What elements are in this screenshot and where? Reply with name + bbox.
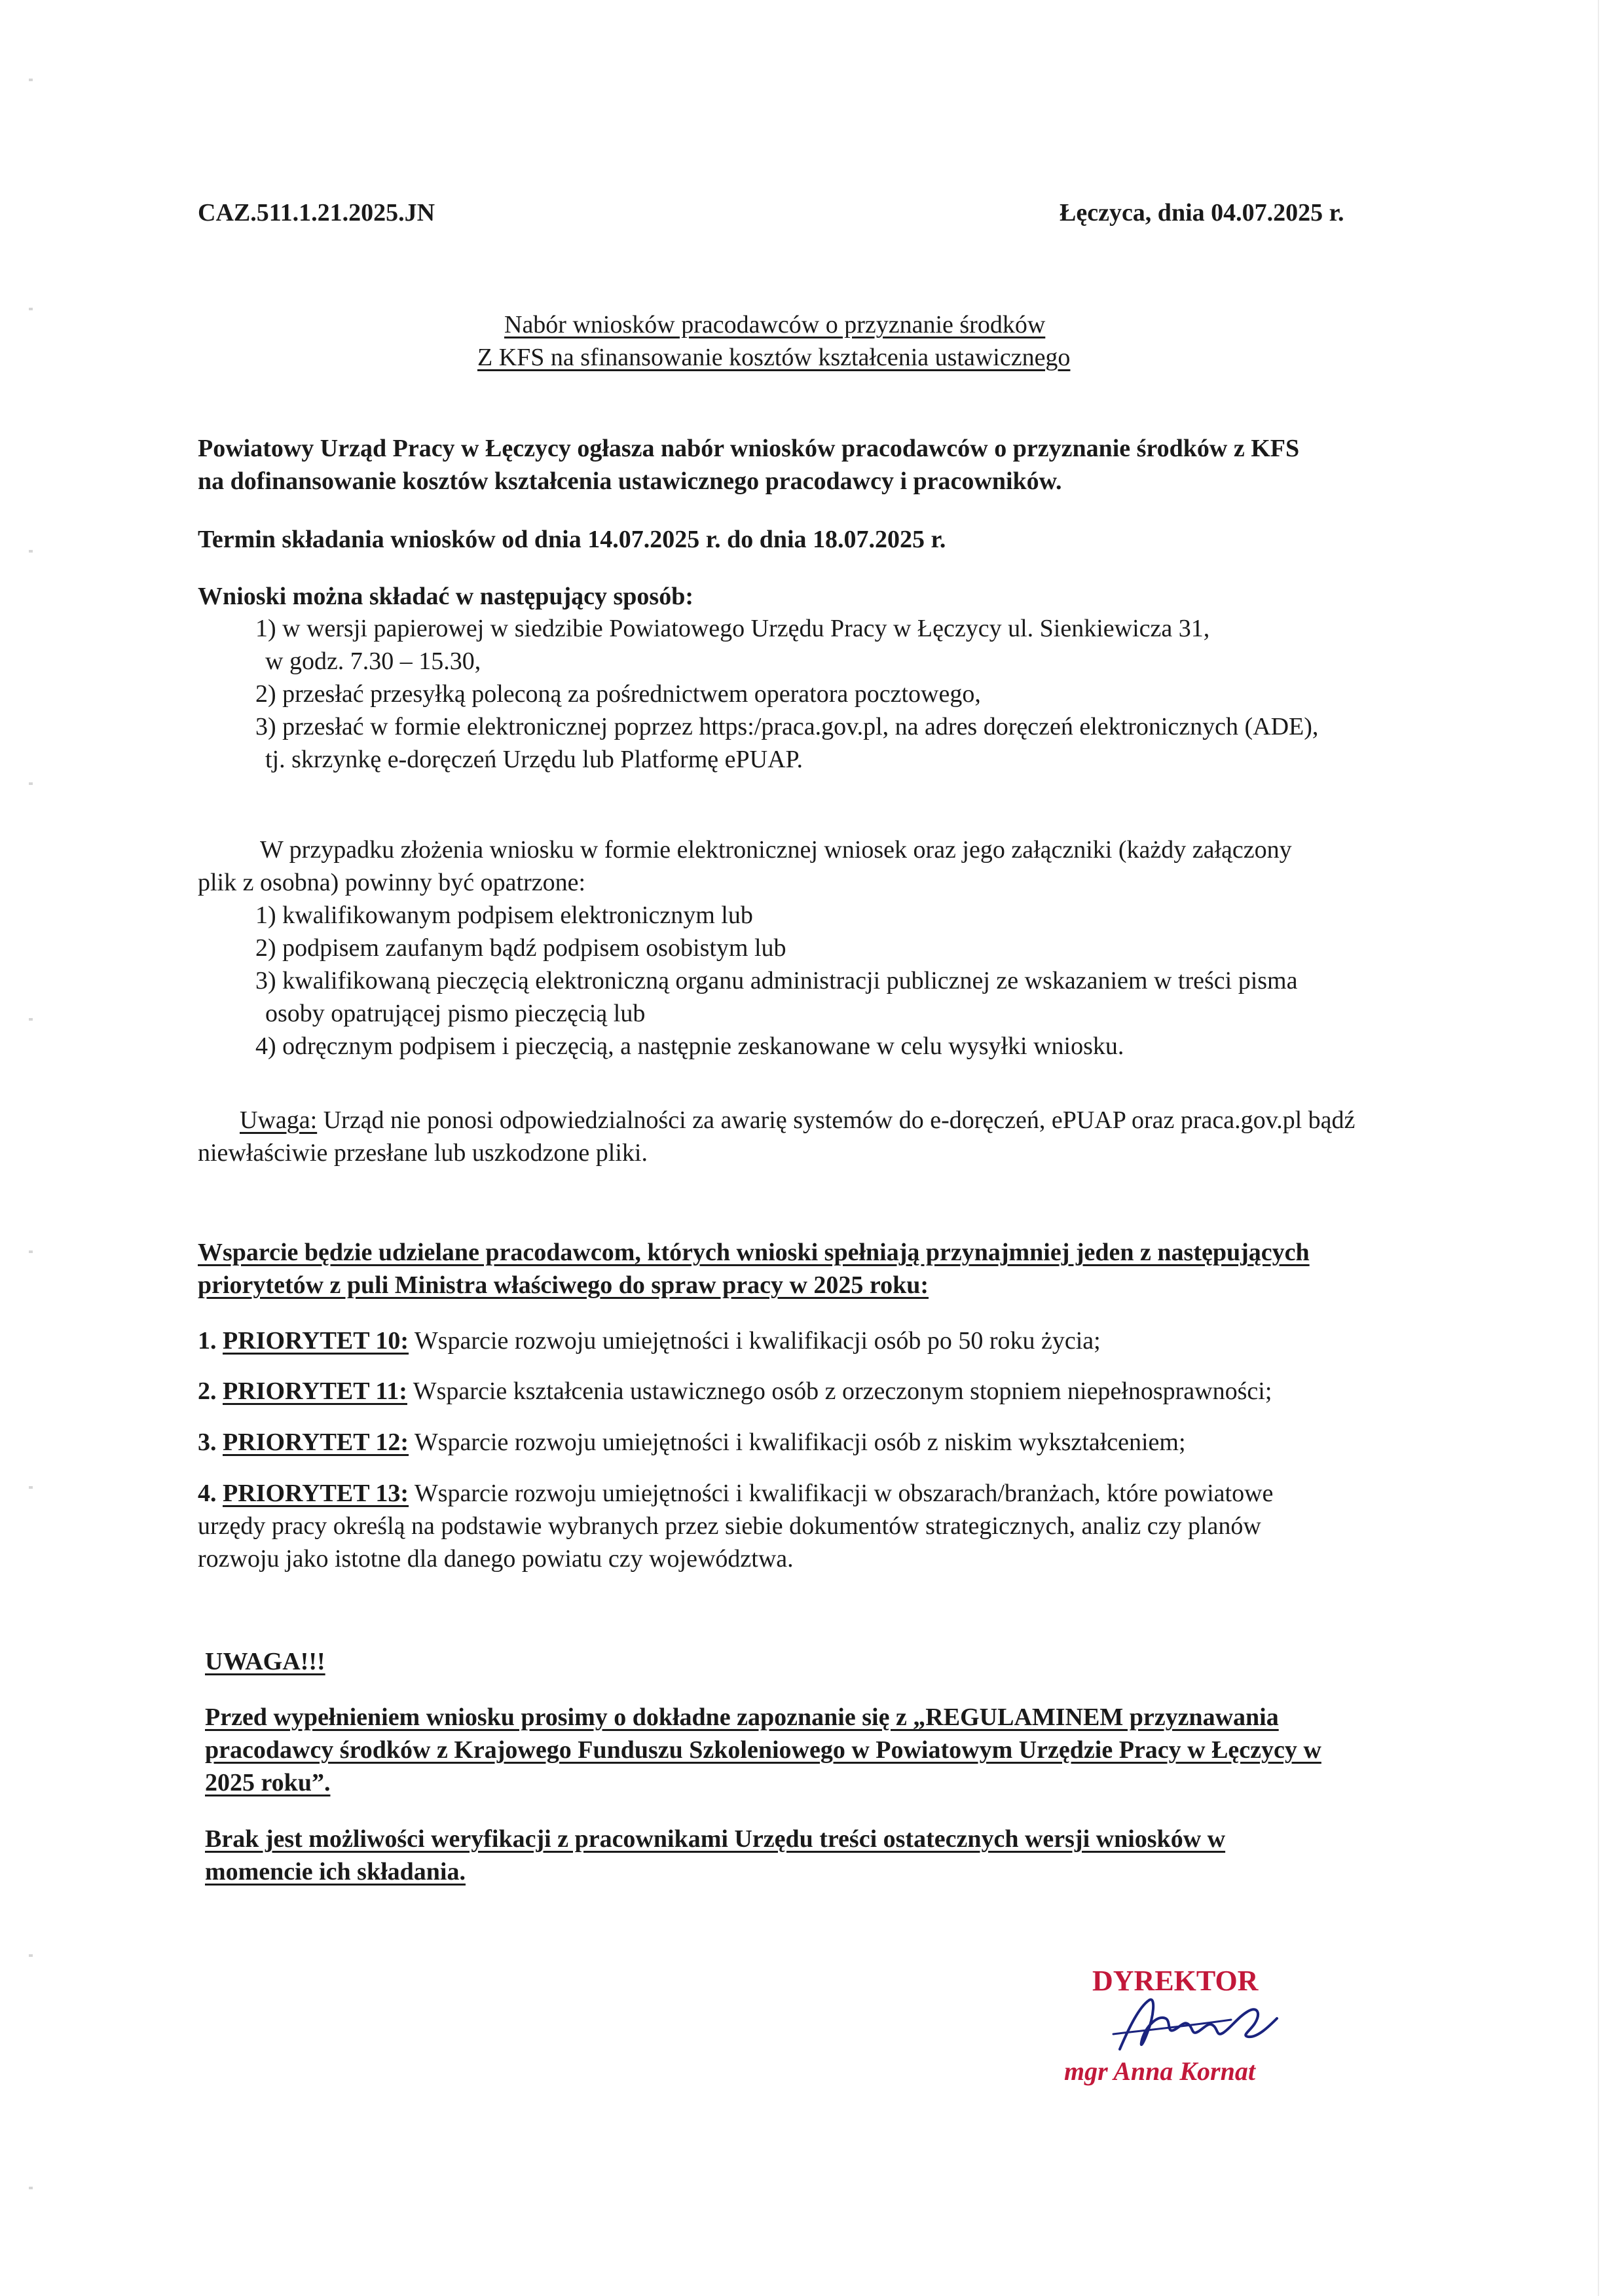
priority-label: PRIORYTET 10: bbox=[223, 1327, 409, 1355]
warning-title: UWAGA!!! bbox=[205, 1648, 325, 1675]
submission-line: 2) przesłać przesyłką poleconą za pośrednictwem operatora pocztowego, bbox=[255, 680, 981, 708]
warning-line: Przed wypełnieniem wniosku prosimy o dokładne zapoznanie się z „REGULAMINEM przyznawania bbox=[205, 1704, 1279, 1731]
priority-continuation: urzędy pracy określą na podstawie wybranych przez siebie dokumentów strategicznych, analiz czy planów bbox=[198, 1512, 1261, 1540]
reference-number: CAZ.511.1.21.2025.JN bbox=[198, 199, 435, 227]
scan-mark bbox=[29, 308, 33, 310]
warning-line: momencie ich składania. bbox=[205, 1858, 466, 1886]
support-line-2: priorytetów z puli Ministra właściwego do spraw pracy w 2025 roku: bbox=[198, 1271, 929, 1299]
electronic-line-1: W przypadku złożenia wniosku w formie elektronicznej wniosek oraz jego załączniki (każdy załączony bbox=[260, 836, 1292, 864]
scan-mark bbox=[29, 1250, 33, 1253]
warning-line: Brak jest możliwości weryfikacji z pracownikami Urzędu treści ostatecznych wersji wniosków w bbox=[205, 1825, 1226, 1853]
priority-label: PRIORYTET 11: bbox=[223, 1377, 407, 1405]
electronic-item: osoby opatrującej pismo pieczęcią lub bbox=[265, 1000, 646, 1027]
title-line-2: Z KFS na sfinansowanie kosztów kształcenia ustawicznego bbox=[477, 344, 1071, 371]
title-line-1: Nabór wniosków pracodawców o przyznanie środków bbox=[504, 311, 1046, 338]
scan-mark bbox=[29, 79, 33, 81]
priority-label: PRIORYTET 12: bbox=[223, 1429, 409, 1456]
priority-item: 2. PRIORYTET 11: Wsparcie kształcenia ustawicznego osób z orzeczonym stopniem niepełnosprawności; bbox=[198, 1377, 1272, 1405]
submission-line: 1) w wersji papierowej w siedzibie Powiatowego Urzędu Pracy w Łęczycy ul. Sienkiewicza 31, bbox=[255, 615, 1210, 642]
place-date: Łęczyca, dnia 04.07.2025 r. bbox=[1060, 199, 1344, 227]
submission-heading: Wnioski można składać w następujący sposób: bbox=[198, 583, 693, 610]
priority-continuation: rozwoju jako istotne dla danego powiatu czy województwa. bbox=[198, 1545, 794, 1573]
priority-label: PRIORYTET 13: bbox=[223, 1480, 409, 1507]
scan-mark bbox=[29, 1486, 33, 1489]
director-name: mgr Anna Kornat bbox=[1064, 2056, 1255, 2086]
note-line-2: niewłaściwie przesłane lub uszkodzone pliki. bbox=[198, 1139, 648, 1167]
stamp-title: DYREKTOR bbox=[1092, 1965, 1259, 1997]
submission-line: 3) przesłać w formie elektronicznej poprzez https:/praca.gov.pl, na adres doręczeń elektronicznych (ADE), bbox=[255, 713, 1319, 740]
priority-item: 3. PRIORYTET 12: Wsparcie rozwoju umiejętności i kwalifikacji osób z niskim wykształceniem; bbox=[198, 1429, 1186, 1456]
handwritten-signature bbox=[1094, 1987, 1290, 2066]
priority-item: 4. PRIORYTET 13: Wsparcie rozwoju umiejętności i kwalifikacji w obszarach/branżach, które powiatowe bbox=[198, 1480, 1274, 1507]
warning-line: 2025 roku”. bbox=[205, 1769, 331, 1796]
scan-mark bbox=[29, 1954, 33, 1957]
note-text: Urząd nie ponosi odpowiedzialności za awarię systemów do e-doręczeń, ePUAP oraz praca.gov.pl bądź bbox=[317, 1106, 1356, 1134]
electronic-item: 4) odręcznym podpisem i pieczęcią, a następnie zeskanowane w celu wysyłki wniosku. bbox=[255, 1032, 1124, 1060]
electronic-item: 3) kwalifikowaną pieczęcią elektroniczną organu administracji publicznej ze wskazaniem w treści pisma bbox=[255, 967, 1298, 994]
submission-line: w godz. 7.30 – 15.30, bbox=[265, 647, 481, 675]
scan-mark bbox=[29, 1018, 33, 1021]
submission-line: tj. skrzynkę e-doręczeń Urzędu lub Platformę ePUAP. bbox=[265, 746, 803, 773]
intro-line-1: Powiatowy Urząd Pracy w Łęczycy ogłasza nabór wniosków pracodawców o przyznanie środków z KFS bbox=[198, 435, 1300, 462]
support-line-1: Wsparcie będzie udzielane pracodawcom, których wnioski spełniają przynajmniej jeden z następujących bbox=[198, 1239, 1310, 1266]
electronic-line-2: plik z osobna) powinny być opatrzone: bbox=[198, 869, 586, 896]
scan-mark bbox=[29, 782, 33, 785]
electronic-item: 2) podpisem zaufanym bądź podpisem osobistym lub bbox=[255, 934, 786, 962]
scan-edge-line bbox=[1598, 0, 1599, 2296]
scan-mark bbox=[29, 2187, 33, 2189]
scan-mark bbox=[29, 550, 33, 553]
electronic-item: 1) kwalifikowanym podpisem elektronicznym lub bbox=[255, 902, 753, 929]
priority-item: 1. PRIORYTET 10: Wsparcie rozwoju umiejętności i kwalifikacji osób po 50 roku życia; bbox=[198, 1327, 1101, 1355]
warning-line: pracodawcy środków z Krajowego Funduszu Szkoleniowego w Powiatowym Urzędzie Pracy w Łęczycy w bbox=[205, 1736, 1321, 1764]
intro-line-2: na dofinansowanie kosztów kształcenia ustawicznego pracodawcy i pracowników. bbox=[198, 467, 1062, 495]
note-label: Uwaga: bbox=[240, 1106, 318, 1134]
note-line-1 bbox=[240, 1105, 1355, 1135]
deadline: Termin składania wniosków od dnia 14.07.2025 r. do dnia 18.07.2025 r. bbox=[198, 526, 946, 553]
